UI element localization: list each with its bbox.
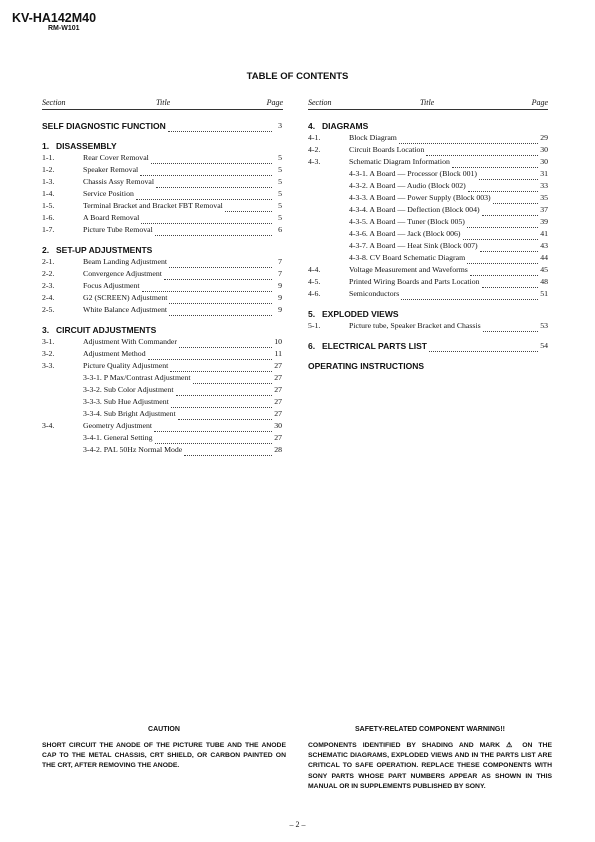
dot-leader	[169, 259, 272, 268]
page-ref: 54	[540, 341, 548, 350]
entry-title: EXPLODED VIEWS	[322, 309, 399, 319]
entry-title: Convergence Adjustment	[83, 269, 162, 278]
chapter-number: 5.	[308, 309, 316, 319]
toc-chapter[interactable]	[308, 360, 548, 372]
caution-text: SHORT CIRCUIT THE ANODE OF THE PICTURE TUBE AND THE ANODE CAP TO THE METAL CHASSIS, CRT SHIELD, OR CARBON PAINTED ON THE CRT, AFTER REMOVING THE ANODE.	[42, 742, 286, 770]
entry-title: 3-3-4. Sub Bright Adjustment	[83, 409, 176, 418]
page-ref: 5	[278, 165, 282, 174]
section-number: 4-2.	[308, 145, 321, 154]
page-ref: 5	[278, 153, 282, 162]
page-ref: 27	[274, 385, 282, 394]
toc-chapter[interactable]	[42, 244, 282, 256]
entry-title: 3-3-3. Sub Hue Adjustment	[83, 397, 169, 406]
section-number: 2-4.	[42, 293, 55, 302]
toc-section[interactable]	[42, 360, 282, 372]
title-header: Title	[420, 98, 435, 107]
dot-leader	[467, 255, 538, 264]
dot-leader	[171, 399, 272, 408]
entry-title: ELECTRICAL PARTS LIST	[322, 341, 427, 351]
page-ref: 11	[274, 349, 282, 358]
page-ref: 7	[278, 269, 282, 278]
dot-leader	[399, 135, 538, 144]
chapter-number: 1.	[42, 141, 50, 151]
section-number: 1-3.	[42, 177, 55, 186]
toc-subsection[interactable]	[308, 216, 548, 228]
dot-leader	[470, 267, 538, 276]
entry-title: Rear Cover Removal	[83, 153, 149, 162]
entry-title: 4-3-3. A Board — Power Supply (Block 003)	[349, 193, 491, 202]
toc-section[interactable]	[42, 348, 282, 360]
section-number: 3-2.	[42, 349, 55, 358]
section-number: 3-1.	[42, 337, 55, 346]
toc-chapter[interactable]	[42, 120, 282, 132]
dot-leader	[482, 279, 538, 288]
page-ref: 9	[278, 281, 282, 290]
toc-section[interactable]	[42, 164, 282, 176]
toc-section[interactable]	[308, 276, 548, 288]
page-ref: 6	[278, 225, 282, 234]
entry-title: CIRCUIT ADJUSTMENTS	[56, 325, 157, 335]
page-ref: 31	[540, 169, 548, 178]
section-number: 3-3.	[42, 361, 55, 370]
entry-title: A Board Removal	[83, 213, 140, 222]
toc-section[interactable]	[308, 132, 548, 144]
dot-leader	[468, 183, 538, 192]
dot-leader	[154, 423, 272, 432]
section-number: 1-7.	[42, 225, 55, 234]
page-ref: 27	[274, 409, 282, 418]
dot-leader	[170, 363, 272, 372]
section-header: Section	[308, 98, 332, 107]
section-number: 1-5.	[42, 201, 55, 210]
dot-leader	[467, 219, 538, 228]
entry-title: Picture tube, Speaker Bracket and Chassis	[349, 321, 481, 330]
dot-leader	[179, 339, 272, 348]
entry-title: 3-4-2. PAL 50Hz Normal Mode	[83, 445, 183, 454]
toc-left-column	[42, 120, 282, 456]
page-ref: 35	[540, 193, 548, 202]
dot-leader	[141, 215, 272, 224]
page-ref: 7	[278, 257, 282, 266]
toc-section[interactable]	[42, 292, 282, 304]
toc-subsection[interactable]	[308, 204, 548, 216]
page-ref: 37	[540, 205, 548, 214]
dot-leader	[164, 271, 272, 280]
page-ref: 33	[540, 181, 548, 190]
chapter-number: 3.	[42, 325, 50, 335]
page-number: – 2 –	[289, 820, 306, 829]
section-number: 1-6.	[42, 213, 55, 222]
toc-section[interactable]	[308, 264, 548, 276]
dot-leader	[148, 351, 272, 360]
page-ref: 30	[540, 157, 548, 166]
entry-title: Service Position	[83, 189, 134, 198]
chapter-number: 2.	[42, 245, 50, 255]
toc-section[interactable]	[42, 152, 282, 164]
entry-title: 4-3-4. A Board — Deflection (Block 004)	[349, 205, 480, 214]
page-ref: 51	[540, 289, 548, 298]
section-number: 3-4.	[42, 421, 55, 430]
section-number: 2-5.	[42, 305, 55, 314]
entry-title: 4-3-5. A Board — Tuner (Block 005)	[349, 217, 465, 226]
page-ref: 39	[540, 217, 548, 226]
toc-section[interactable]	[308, 156, 548, 168]
dot-leader	[452, 159, 538, 168]
dot-leader	[184, 447, 272, 456]
section-number: 4-1.	[308, 133, 321, 142]
toc-section[interactable]	[308, 144, 548, 156]
page-ref: 28	[274, 445, 282, 454]
toc-section[interactable]	[42, 420, 282, 432]
dot-leader	[480, 243, 538, 252]
dot-leader	[155, 435, 272, 444]
column-headers-right	[308, 97, 548, 110]
page-ref: 29	[540, 133, 548, 142]
page-header: Page	[531, 98, 548, 107]
toc-section[interactable]	[42, 212, 282, 224]
toc-subsection[interactable]	[308, 168, 548, 180]
entry-title: 3-4-1. General Setting	[83, 433, 153, 442]
page-ref: 5	[278, 177, 282, 186]
section-number: 5-1.	[308, 321, 321, 330]
toc-section[interactable]	[42, 304, 282, 316]
dot-leader	[193, 375, 272, 384]
entry-title: Circuit Boards Location	[349, 145, 425, 154]
page-ref: 43	[540, 241, 548, 250]
toc-subsection[interactable]	[42, 444, 282, 456]
dot-leader	[429, 343, 538, 352]
toc-subsection[interactable]	[308, 240, 548, 252]
page-ref: 5	[278, 201, 282, 210]
section-header: Section	[42, 98, 66, 107]
dot-leader	[136, 191, 272, 200]
dot-leader	[401, 291, 538, 300]
toc-chapter[interactable]	[308, 120, 548, 132]
entry-title: OPERATING INSTRUCTIONS	[308, 361, 425, 371]
entry-title: 3-3-2. Sub Color Adjustment	[83, 385, 174, 394]
section-number: 2-2.	[42, 269, 55, 278]
page-ref: 9	[278, 293, 282, 302]
dot-leader	[169, 307, 272, 316]
entry-title: White Balance Adjustment	[83, 305, 168, 314]
caution-heading: CAUTION	[148, 726, 180, 733]
toc-section[interactable]	[42, 336, 282, 348]
page-ref: 30	[274, 421, 282, 430]
section-number: 4-3.	[308, 157, 321, 166]
page-ref: 27	[274, 373, 282, 382]
toc-subsection[interactable]	[42, 432, 282, 444]
toc-section[interactable]	[42, 188, 282, 200]
dot-leader	[156, 179, 272, 188]
page-ref: 27	[274, 433, 282, 442]
dot-leader	[483, 323, 538, 332]
entry-title: Focus Adjustment	[83, 281, 140, 290]
dot-leader	[168, 123, 272, 132]
entry-title: 4-3-6. A Board — Jack (Block 006)	[349, 229, 461, 238]
dot-leader	[493, 195, 538, 204]
section-number: 4-5.	[308, 277, 321, 286]
entry-title: G2 (SCREEN) Adjustment	[83, 293, 168, 302]
section-number: 4-4.	[308, 265, 321, 274]
entry-title: Picture Quality Adjustment	[83, 361, 169, 370]
toc-subsection[interactable]	[308, 228, 548, 240]
toc-subsection[interactable]	[308, 192, 548, 204]
toc-chapter[interactable]	[308, 308, 548, 320]
dot-leader	[142, 283, 272, 292]
entry-title: Adjustment With Commander	[83, 337, 177, 346]
entry-title: 3-3-1. P Max/Contrast Adjustment	[83, 373, 191, 382]
page-ref: 41	[540, 229, 548, 238]
toc-chapter[interactable]	[42, 324, 282, 336]
entry-title: Semiconductors	[349, 289, 400, 298]
safety-heading: SAFETY-RELATED COMPONENT WARNING!!	[355, 726, 505, 733]
entry-title: Picture Tube Removal	[83, 225, 153, 234]
toc-subsection[interactable]	[308, 180, 548, 192]
page-ref: 27	[274, 397, 282, 406]
toc-section[interactable]	[308, 320, 548, 332]
page-header: Page	[266, 98, 283, 107]
dot-leader	[140, 167, 272, 176]
toc-section[interactable]	[42, 224, 282, 236]
dot-leader	[176, 387, 272, 396]
dot-leader	[155, 227, 272, 236]
dot-leader	[225, 203, 272, 212]
entry-title: Terminal Bracket and Bracket FBT Removal	[83, 201, 223, 210]
page-ref: 53	[540, 321, 548, 330]
toc-chapter[interactable]	[42, 140, 282, 152]
toc-section[interactable]	[42, 200, 282, 212]
title-header: Title	[156, 98, 171, 107]
entry-title: DIAGRAMS	[322, 121, 369, 131]
column-headers-left	[42, 97, 283, 110]
toc-section[interactable]	[42, 268, 282, 280]
entry-title: Geometry Adjustment	[83, 421, 153, 430]
dot-leader	[151, 155, 272, 164]
entry-title: 4-3-1. A Board — Processor (Block 001)	[349, 169, 477, 178]
page-ref: 30	[540, 145, 548, 154]
toc-subsection[interactable]	[42, 372, 282, 384]
toc-section[interactable]	[42, 176, 282, 188]
section-number: 1-1.	[42, 153, 55, 162]
toc-subsection[interactable]	[42, 408, 282, 420]
dot-leader	[482, 207, 538, 216]
section-number: 2-1.	[42, 257, 55, 266]
entry-title: SELF DIAGNOSTIC FUNCTION	[42, 121, 166, 131]
toc-section[interactable]	[308, 288, 548, 300]
entry-title: Voltage Measurement and Waveforms	[349, 265, 468, 274]
dot-leader	[178, 411, 272, 420]
section-number: 1-2.	[42, 165, 55, 174]
entry-title: Speaker Removal	[83, 165, 139, 174]
chapter-number: 4.	[308, 121, 316, 131]
toc-subsection[interactable]	[42, 384, 282, 396]
entry-title: Chassis Assy Removal	[83, 177, 155, 186]
section-number: 2-3.	[42, 281, 55, 290]
entry-title: SET-UP ADJUSTMENTS	[56, 245, 153, 255]
entry-title: Block Diagram	[349, 133, 397, 142]
dot-leader	[426, 147, 538, 156]
page-ref: 45	[540, 265, 548, 274]
toc-section[interactable]	[42, 256, 282, 268]
dot-leader	[169, 295, 272, 304]
entry-title: Adjustment Method	[83, 349, 146, 358]
safety-text: COMPONENTS IDENTIFIED BY SHADING AND MARK ⚠ ON THE SCHEMATIC DIAGRAMS, EXPLODED VIEWS AND IN THE PARTS LIST ARE CRITICAL TO SAFE OPERATION. REPLACE THESE COMPONENTS WITH SONY PARTS WHOSE PART NUMBERS APPEAR AS SHOWN IN THIS MANUAL OR IN SUPPLEMENTS PUBLISHED BY SONY.	[308, 742, 552, 790]
model-number: KV-HA142M40	[12, 11, 97, 25]
entry-title: 4-3-8. CV Board Schematic Diagram	[349, 253, 466, 262]
page-ref: 5	[278, 189, 282, 198]
page-ref: 9	[278, 305, 282, 314]
entry-title: Printed Wiring Boards and Parts Location	[349, 277, 480, 286]
dot-leader	[479, 171, 538, 180]
entry-title: DISASSEMBLY	[56, 141, 117, 151]
page-ref: 44	[540, 253, 548, 262]
toc-subsection[interactable]	[308, 252, 548, 264]
page-ref: 48	[540, 277, 548, 286]
dot-leader	[463, 231, 538, 240]
page-ref: 27	[274, 361, 282, 370]
page-ref: 10	[274, 337, 282, 346]
page-ref: 3	[278, 121, 282, 130]
toc-section[interactable]	[42, 280, 282, 292]
entry-title: Beam Landing Adjustment	[83, 257, 168, 266]
remote-model: RM-W101	[48, 25, 80, 32]
page-title: TABLE OF CONTENTS	[246, 71, 349, 82]
section-number: 1-4.	[42, 189, 55, 198]
section-number: 4-6.	[308, 289, 321, 298]
toc-chapter[interactable]	[308, 340, 548, 352]
entry-title: Schematic Diagram Information	[349, 157, 450, 166]
entry-title: 4-3-2. A Board — Audio (Block 002)	[349, 181, 466, 190]
toc-subsection[interactable]	[42, 396, 282, 408]
toc-right-column	[308, 120, 548, 372]
entry-title: 4-3-7. A Board — Heat Sink (Block 007)	[349, 241, 478, 250]
page-ref: 5	[278, 213, 282, 222]
chapter-number: 6.	[308, 341, 316, 351]
